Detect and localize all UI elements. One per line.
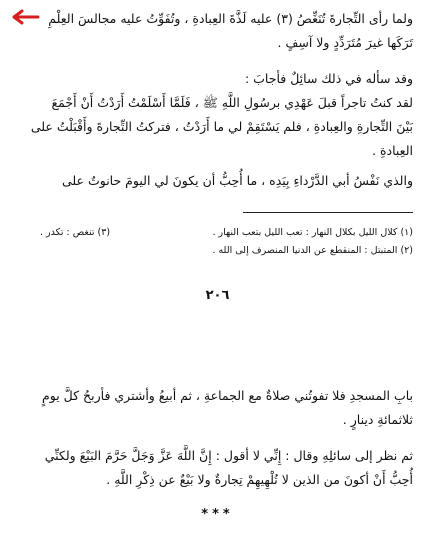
text-line-7: والذي نَفْسُ أبي الدَّرْداءِ بِيَدِه ، ما أُحِبُّ أن يكونَ لي اليومَ حانوتٌ على	[61, 173, 413, 188]
text-line-9: ثلاثمائةِ دينارٍ .	[342, 412, 413, 427]
text-line-10: ثم نظر إلى سائلِهِ وقال : إِنِّي لا أقول : إِنَّ اللَّهَ عَزَّ وَجَلَّ حَرَّمَ البَيْعَ ولكنِّي	[44, 448, 413, 463]
text-line-11: أُحِبُّ أَنْ أكونَ من الذين لا تُلْهِيهِمْ تِجارةٌ ولا بَيْعٌ عن ذِكْرِ اللَّهِ .	[106, 472, 413, 487]
text-line-2: تَرَكَها غيرَ مُتَرَدِّدٍ ولا آسِفٍ .	[277, 35, 413, 50]
footnote-1: (١) كلال الليل بكلال النهار : تعب الليل بتعب النهار .	[212, 227, 413, 238]
footnote-divider	[243, 212, 413, 213]
page-number: ٢٠٦	[205, 288, 230, 303]
text-line-8: بابِ المسجدِ فلا تفوتُني صلاةٌ مع الجماعةِ ، ثم أبيعُ وأشتري فأربحُ كلَّ يومٍ	[42, 388, 413, 403]
section-separator: ***	[201, 507, 234, 522]
text-line-1: ولما رأى التِّجارةَ تُنَغِّصُ (٣) عليه لَذَّةَ العِبادةِ ، وتُفَوِّتُ عليه مجالسَ العِلْمِ	[48, 11, 413, 26]
text-line-5: بَيْنَ التِّجارةِ والعِبادةِ ، فلم يَسْتَقِمْ لي ما أَرَدْتُ ، فتركتُ التِّجارةَ وأَقْبَلْتُ على	[30, 119, 413, 134]
footnote-2: (٢) المتبتل : المنقطع عن الدنيا المنصرف إلى الله .	[212, 245, 413, 256]
red-arrow-icon	[6, 8, 40, 26]
page-gap	[0, 315, 435, 345]
text-line-4: لقد كنتُ تاجراً قبلَ عَهْدِي برسُولِ اللَّهِ ﷺ ، فَلَمَّا أَسْلَمْتُ أَرَدْتُ أَنْ أَجْمَعَ	[51, 95, 413, 110]
footnote-3: (٣) تنغص : تكدر .	[40, 227, 111, 238]
text-line-6: العِبادةِ .	[372, 143, 413, 158]
bottom-page	[0, 345, 435, 540]
text-line-3: وقد سأله في ذلك سائِلٌ فأجابَ :	[244, 71, 413, 86]
